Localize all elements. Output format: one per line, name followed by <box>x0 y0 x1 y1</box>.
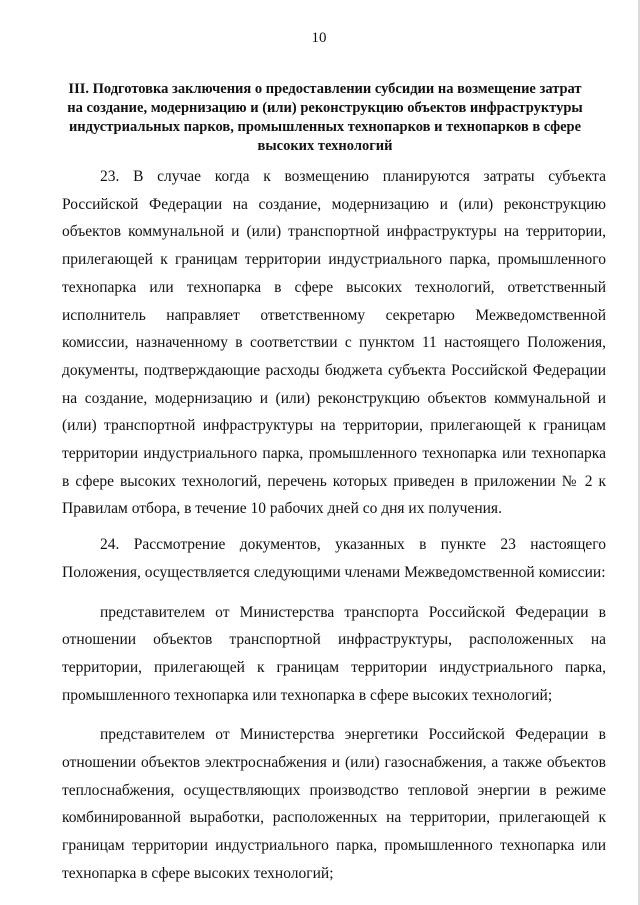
paragraph-23: 23. В случае когда к возмещению планируются затраты субъекта Российской Федерации на создание, модернизацию и (или) реконструкцию объектов коммунальной и (или) транспортной инфраструктуры на территории, прилегающей к границам территории индустриального парка, промышленного технопарка или технопарка в сфере высоких технологий, ответственный исполнитель направляет ответственному секретарю Межведомственной комиссии, назначенному в соответствии с пунктом 11 настоящего Положения, документы, подтверждающие расходы бюджета субъекта Российской Федерации на создание, модернизацию и (или) реконструкцию объектов коммунальной и (или) транспортной инфраструктуры на территории, прилегающей к границам территории индустриального парка, промышленного технопарка или технопарка в сфере высоких технологий, перечень которых приведен в приложении № 2 к Правилам отбора, в течение 10 рабочих дней со дня их получения. <box>62 168 606 518</box>
paragraph-mintrans: представителем от Министерства транспорта Российской Федерации в отношении объектов транспортной инфраструктуры, расположенных на территории, прилегающей к границам территории индустриального парка, промышленного технопарка или технопарка в сфере высоких технологий; <box>62 603 606 704</box>
paragraph-24: 24. Рассмотрение документов, указанных в пункте 23 настоящего Положения, осуществляется следующими членами Межведомственной комиссии: <box>62 536 606 581</box>
paragraph-minenergo: представителем от Министерства энергетики Российской Федерации в отношении объектов электроснабжения и (или) газоснабжения, а также объектов теплоснабжения, осуществляющих производство тепловой энергии в режиме комбинированной выработки, расположенных на территории, прилегающей к границам территории индустриального парка, промышленного технопарка или технопарка в сфере высоких технологий; <box>62 726 606 882</box>
section-heading: III. Подготовка заключения о предоставлении субсидии на возмещение затрат на создание, модернизацию и (или) реконструкцию объектов инфраструктуры индустриальных парков, промышленных технопарков и технопарков в сфере высоких технологий <box>67 81 583 154</box>
document-body <box>62 163 606 896</box>
page-number: 10 <box>311 30 327 46</box>
